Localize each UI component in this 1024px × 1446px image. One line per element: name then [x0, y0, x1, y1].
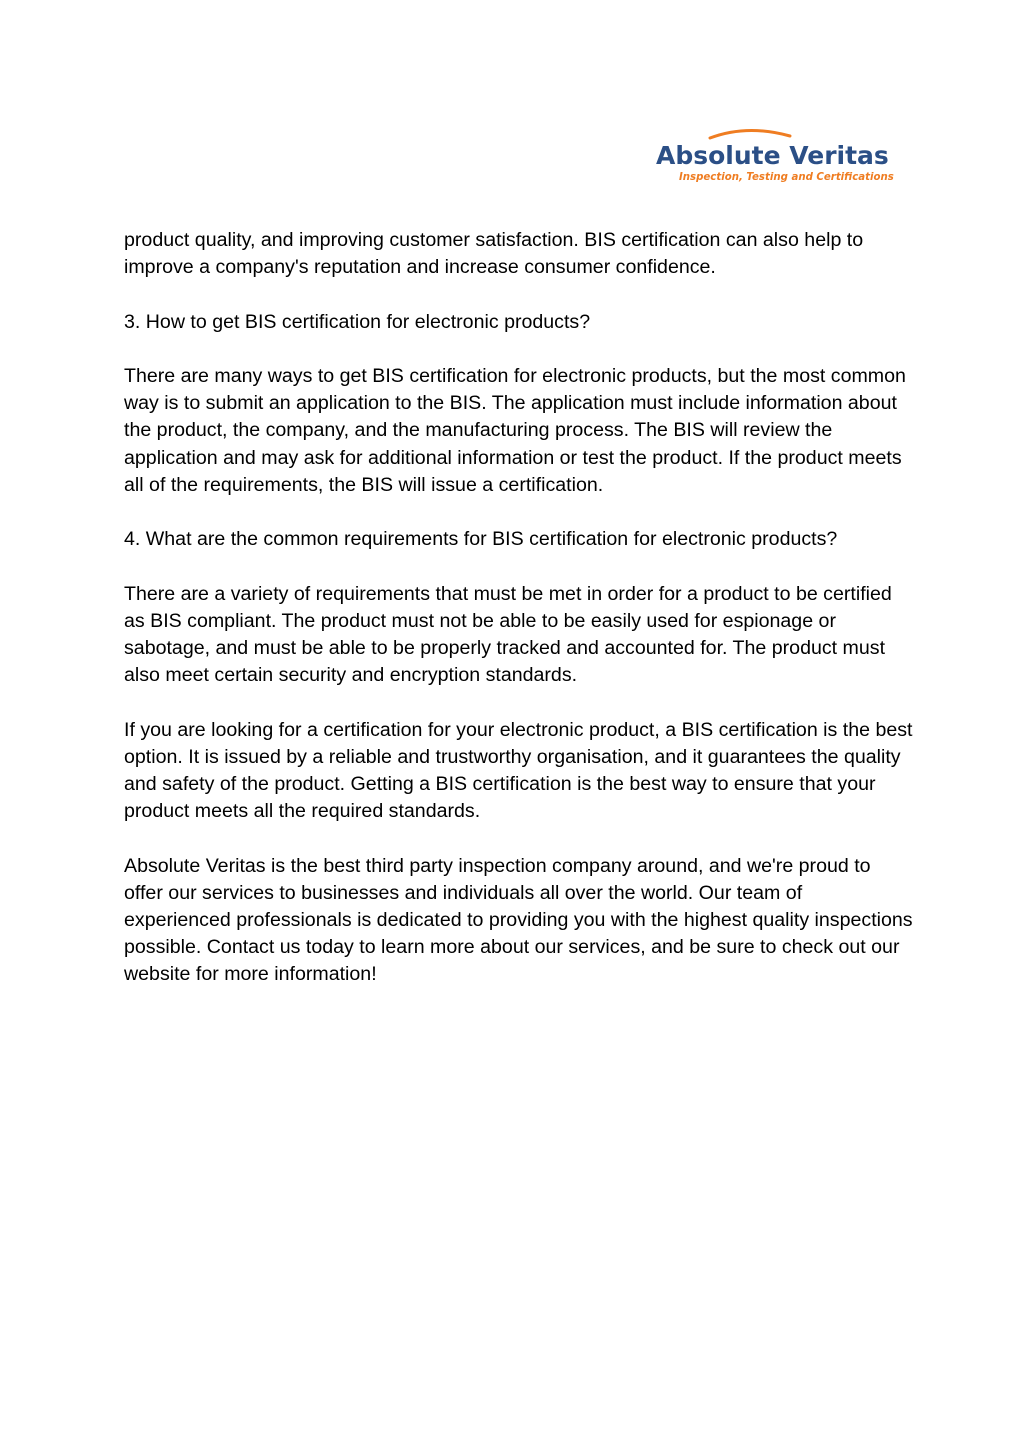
company-pitch-paragraph: Absolute Veritas is the best third party inspection company around, and we're proud to offer our services to businesses and individuals all over the world. Our team of experienced professionals is dedicated to providing you with the highest quality inspections possible. Contact us today to learn more about our services, and be sure to check out our website for more information!: [124, 854, 913, 986]
question-heading-3: 3. How to get BIS certification for electronic products?: [124, 310, 591, 333]
paragraph-intro-continuation: product quality, and improving customer satisfaction. BIS certification can also help to improve a company's reputation and increase consumer confidence.: [124, 229, 864, 279]
logo-name: Absolute Veritas: [656, 141, 889, 170]
answer-paragraph-3: There are many ways to get BIS certification for electronic products, but the most common way is to submit an application to the BIS. The application must include information about the product, the company, and the manufacturing process. The BIS will review the application and may ask for additional information or test the product. If the product meets all of the requirements, the BIS will issue a certification.: [124, 364, 906, 496]
question-heading-4: 4. What are the common requirements for BIS certification for electronic products?: [124, 528, 838, 551]
document-body: [124, 227, 914, 1016]
company-logo-graphic: [652, 126, 892, 188]
company-logo: [652, 126, 892, 188]
logo-swoosh-arc: [710, 130, 790, 138]
logo-tagline: Inspection, Testing and Certifications: [679, 172, 894, 183]
conclusion-paragraph: If you are looking for a certification for your electronic product, a BIS certification is the best option. It is issued by a reliable and trustworthy organisation, and it guarantees the quality and safety of the product. Getting a BIS certification is the best way to ensure that your product meets all the required standards.: [124, 718, 913, 823]
answer-paragraph-4: There are a variety of requirements that must be met in order for a product to be certified as BIS compliant. The product must not be able to be easily used for espionage or sabotage, and must be able to be properly tracked and accounted for. The product must also meet certain security and encryption standards.: [124, 582, 892, 687]
